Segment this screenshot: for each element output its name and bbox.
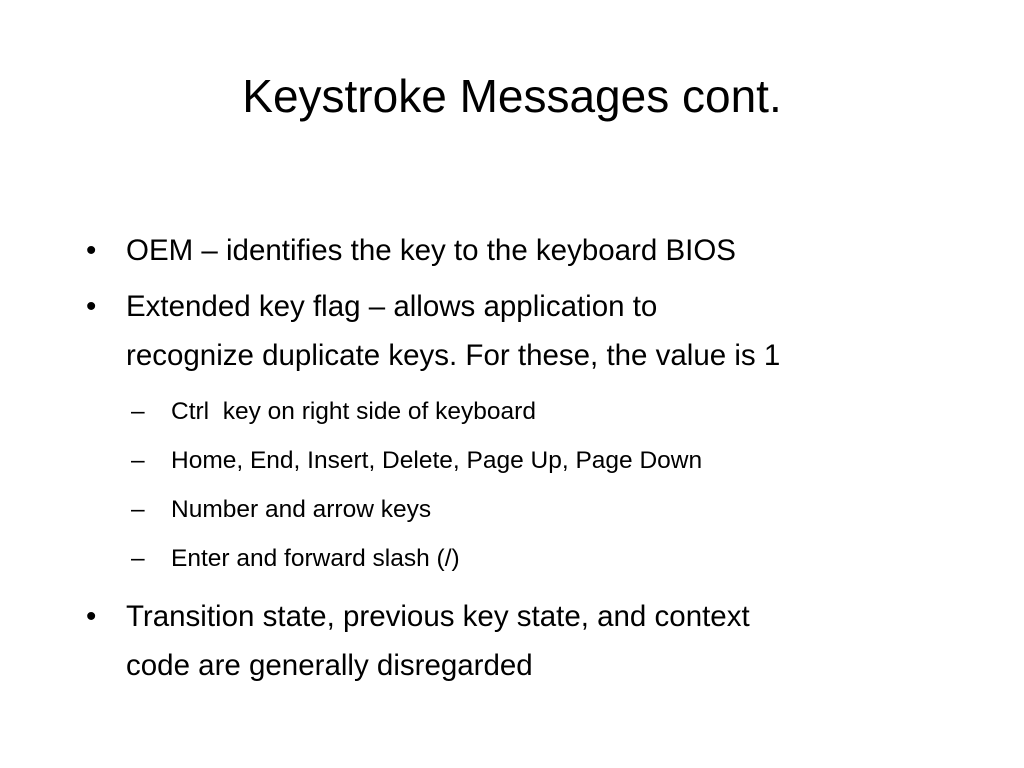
bullet-item-oem: [85, 226, 965, 275]
sub-bullet-item: [85, 387, 965, 436]
sub-bullet-text: Number and arrow keys: [171, 496, 432, 523]
bullet-marker: •: [86, 600, 97, 633]
bullet-text-line: code are generally disregarded: [126, 649, 533, 682]
bullet-marker: •: [86, 234, 97, 267]
slide-content: [85, 226, 965, 697]
bullet-text-line: Extended key flag – allows application to: [126, 290, 658, 323]
bullet-marker: •: [86, 290, 97, 323]
bullet-text-line: recognize duplicate keys. For these, the value is 1: [126, 339, 781, 372]
dash-marker: –: [131, 496, 145, 523]
sub-bullet-text: Home, End, Insert, Delete, Page Up, Page Down: [171, 447, 703, 474]
slide-title: Keystroke Messages cont.: [242, 70, 782, 122]
sub-bullet-item: [85, 485, 965, 534]
bullet-item-extended-key-flag: [85, 282, 965, 380]
sub-bullet-item: [85, 436, 965, 485]
dash-marker: –: [131, 545, 145, 572]
sub-bullet-item: [85, 534, 965, 583]
sub-bullet-list: [85, 387, 965, 583]
dash-marker: –: [131, 447, 145, 474]
bullet-text: OEM – identifies the key to the keyboard BIOS: [126, 234, 736, 267]
sub-bullet-text: Enter and forward slash (/): [171, 545, 460, 572]
bullet-text-line: Transition state, previous key state, and context: [126, 600, 750, 633]
sub-bullet-text: Ctrl key on right side of keyboard: [171, 398, 536, 425]
dash-marker: –: [131, 398, 145, 425]
bullet-item-transition-state: [85, 592, 965, 690]
